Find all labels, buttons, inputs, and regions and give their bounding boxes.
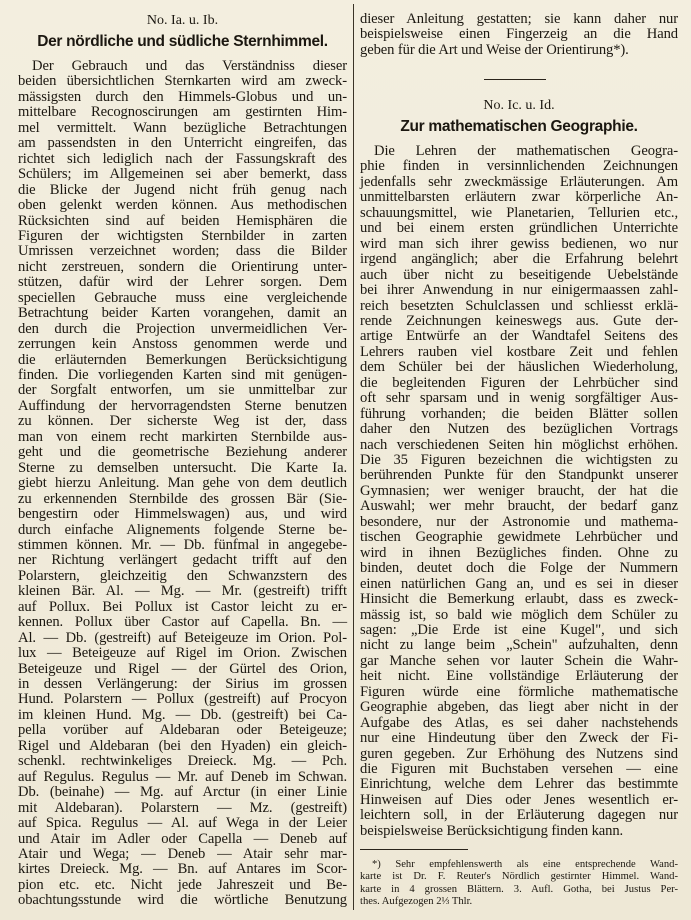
text-line: pion etc. etc. Nicht jede Jahreszeit und Be- xyxy=(18,876,347,893)
text-line: auf Regulus. Regulus — Mr. auf Deneb im Schwan. xyxy=(18,768,347,785)
text-line: zu erkennenden Sternbilde des grossen Bär (Sie- xyxy=(18,490,347,507)
text-line: daher den Nutzen des bezüglichen Vortrags xyxy=(360,421,678,438)
text-line: der Sorgfalt entworfen, um sie unmittelbar zur xyxy=(18,382,347,399)
text-line: gar Manche sehen vor lauter Schein die Wahr- xyxy=(360,652,678,669)
text-line: Db. (beinahe) — Mg. auf Arctur (in einer Linie xyxy=(18,784,347,801)
text-line: und Atair im Adler oder Capella — Deneb auf xyxy=(18,830,347,847)
text-line: kleinen Bär. Al. — Mg. — Mr. (gestreift) trifft xyxy=(18,583,347,600)
text-line: beispielsweise Berücksichtigung finden kann. xyxy=(360,822,624,839)
text-line: binden, deutet doch die Folge der Nummern xyxy=(360,560,678,577)
text-line: richtet sich lediglich nach der Fassungskraft des xyxy=(18,150,347,167)
text-line: Schülers; im Allgemeinen sei aber bemerkt, dass xyxy=(18,166,347,183)
text-line: Einrichtung, welche dem Lehrer das bestimmte xyxy=(360,776,678,793)
text-line: reich besetzten Schulclassen und schliesst erklä- xyxy=(360,297,678,314)
text-line: Rigel und Aldebaran (bei den Hyaden) ein gleich- xyxy=(18,737,347,754)
text-line: wird in ihnen Bezügliches finden. Ohne zu xyxy=(360,544,678,561)
text-line: mel vermittelt. Wann bezügliche Betrachtungen xyxy=(18,119,347,136)
text-line: stützen, dafür wird der Lehrer sorgen. Dem xyxy=(18,274,347,291)
footnote-line: karte ist Dr. F. Reuter's Nördlich gestirnter Himmel. Wand- xyxy=(360,871,678,883)
text-line: rende Zeichnungen keineswegs aus. Gute der- xyxy=(360,312,678,329)
text-line: Al. — Db. (gestreift) auf Beteigeuze im Orion. Pol- xyxy=(18,629,347,646)
section-number-heading-2: No. Ic. u. Id. xyxy=(483,98,555,113)
text-line: mit Aldebaran). Polarstern — Mz. (gestreift) xyxy=(18,799,347,816)
section-title-2: Zur mathematischen Geographie. xyxy=(400,118,638,135)
text-line: nicht zerstreuen, sondern die Orientirung unter- xyxy=(18,258,347,275)
text-line: Auffindung der hervorragendsten Sterne benutzen xyxy=(18,397,347,414)
text-line: heit nicht. Eine vollständige Erläuterung der xyxy=(360,668,678,685)
text-line: Lehrers rauben viel kostbare Zeit und fehlen xyxy=(360,343,678,360)
left-column xyxy=(18,0,347,920)
text-line: bei ihrer Anwendung in nur einigermaassen zahl- xyxy=(360,282,678,299)
text-line: Figuren würde eine förmliche mathematische xyxy=(360,683,678,700)
text-line: die begleitenden Figuren der Lehrbücher sind xyxy=(360,374,678,391)
text-line: ner Richtung verlängert gedacht trifft auf den xyxy=(18,552,347,569)
text-line: berührenden Punkte für den Standpunkt unserer xyxy=(360,467,678,484)
text-line: zu können. Der sicherste Weg ist der, dass xyxy=(18,413,347,430)
text-line: oft sehr sparsam und in wenig sorgfältiger Aus- xyxy=(360,390,678,407)
text-line: nicht zu lange beim „Schein" aufzuhalten, denn xyxy=(360,637,678,654)
text-line: man von einem recht markirten Sternbilde aus- xyxy=(18,428,347,445)
text-line: die Blicke der Jugend nicht früh genug nach xyxy=(18,181,347,198)
section-title: Der nördliche und südliche Sternhimmel. xyxy=(37,33,328,50)
text-line: durch einfache Alignements folgende Sterne be- xyxy=(18,521,347,538)
footnote-line: thes. Aufgezogen 2⅓ Thlr. xyxy=(360,895,473,907)
text-line: Auswahl; wer mehr braucht, der bedarf ganz xyxy=(360,498,678,515)
text-line: mittelbare Recognoscirungen am gestirnten Him- xyxy=(18,104,347,121)
footnote-line: karte in 4 grossen Blättern. 3. Aufl. Gotha, bei Justus Per- xyxy=(360,883,678,895)
text-line: Die Lehren der mathematischen Geogra- xyxy=(374,143,678,159)
text-line: sagen: „Die Erde ist eine Kugel", und sich xyxy=(360,621,678,638)
text-line: führung vorhanden; die beiden Blätter sollen xyxy=(360,405,678,422)
text-line: mässigsten durch den Himmels-Globus und un- xyxy=(18,88,347,105)
text-line: schauungsmittel, wie Planetarien, Tellurien etc., xyxy=(360,204,678,221)
right-column xyxy=(360,0,678,920)
text-line: Gymnasien; wer weniger braucht, der hat die xyxy=(360,482,678,499)
section-number-heading: No. Ia. u. Ib. xyxy=(146,13,219,28)
column-divider xyxy=(353,4,354,910)
text-line: zerrungen kein Anstoss genommen werde und xyxy=(18,336,347,353)
text-line: nur eine Hindeutung über den Zweck der Fi- xyxy=(360,730,678,747)
text-line: speciellen Gebrauche muss eine vergleichende xyxy=(18,289,347,306)
text-line: guren gegeben. Zur Erhöhung des Nutzens sind xyxy=(360,745,678,762)
text-line: Geographie abgeben, das liegt aber nicht in der xyxy=(360,699,678,716)
text-line: beiden übersichtlichen Sternkarten wird am zweck- xyxy=(18,73,347,90)
text-line: stimmen können. Mr. — Db. fünfmal in angegebe- xyxy=(18,536,347,553)
text-line: und bei einem ersten gründlichen Unterrichte xyxy=(360,220,678,237)
footnote-separator xyxy=(360,849,468,850)
text-line: die Figuren mit Buchstaben versehen — eine xyxy=(360,761,678,777)
text-line: Die 35 Figuren bezeichnen die wichtigsten zu xyxy=(360,452,678,468)
text-line: Hinsicht die Bemerkung erlaubt, dass es zweck- xyxy=(360,591,678,608)
text-line: pella vorüber auf Aldebaran oder Beteigeuze; xyxy=(18,722,347,739)
text-line: Hund. Polarstern — Pollux (gestreift) auf Procyon xyxy=(18,691,347,708)
text-line: jedenfalls sehr zweckmässige Erläuterungen. Am xyxy=(360,173,678,190)
text-line: Betrachtung beider Karten vorangehen, damit an xyxy=(18,305,347,322)
text-line: giebt hierzu Anleitung. Man gehe von dem deutlich xyxy=(18,475,347,492)
text-line: kennen. Pollux über Castor auf Capella. Bn. — xyxy=(18,614,347,631)
text-line: bengestirn oder Himmelswagen) aus, und wird xyxy=(18,506,347,523)
text-line: tischen Geographie gewidmete Lehrbücher und xyxy=(360,529,678,546)
text-line: auf Spica. Regulus — Al. auf Wega in der Leier xyxy=(18,815,347,832)
text-line: geht und die geometrische Beziehung anderer xyxy=(18,444,347,461)
text-line: artige Entwürfe an der Wandtafel Seitens des xyxy=(360,328,678,345)
text-line: mässig ist, so bald wie möglich dem Schüler zu xyxy=(360,606,678,623)
text-line: geben für die Art und Weise der Orientirung*). xyxy=(360,41,629,58)
text-line: dem Schüler bei der häuslichen Wiederholung, xyxy=(360,359,678,376)
text-line: Hinweisen auf Dies oder Jenes wesentlich er- xyxy=(360,791,678,808)
text-line: Figuren der wichtigsten Sternbilder in zarten xyxy=(18,227,347,244)
text-line: unmittelbarsten erläutern zwar körperliche An- xyxy=(360,189,678,206)
text-line: auf Pollux. Bei Pollux ist Castor leicht zu er- xyxy=(18,598,347,615)
text-line: schenkl. rechtwinkeliges Dreieck. Mg. — Pch. xyxy=(18,753,347,770)
text-line: kirtes Dreieck. Mg. — Bn. auf Antares im Scor- xyxy=(18,861,347,878)
text-line: Aufgabe des Atlas, es sei daher nachstehends xyxy=(360,714,678,731)
text-line: am passendsten in den Unterricht eingreifen, das xyxy=(18,135,347,152)
section-separator xyxy=(484,79,546,80)
text-line: Der Gebrauch und das Verständniss dieser xyxy=(32,58,347,74)
text-line: Sterne zu demselben untersucht. Die Karte Ia. xyxy=(18,459,347,476)
text-line: leichtern soll, in der Erläuterung dagegen nur xyxy=(360,807,678,824)
text-line: phie finden in versinnlichenden Zeichnungen xyxy=(360,158,678,175)
text-line: nach verschiedenen Seiten hin möglichst erhöhen. xyxy=(360,436,678,453)
text-line: den durch die Projection unvermeidlichen Ver- xyxy=(18,320,347,337)
text-line: Umrissen verzeichnet worden; dass die Bilder xyxy=(18,243,347,260)
text-line: oben gelenkt werden können. Aus methodischen xyxy=(18,197,347,214)
text-line: in dessen Verlängerung: der Sirius im grossen xyxy=(18,676,347,692)
text-line: die erläuternden Bemerkungen Berücksichtigung xyxy=(18,351,347,368)
text-line: Rücksichten sind auf beiden Hemisphären die xyxy=(18,212,347,229)
text-line: irgend angänglich; aber die Erfahrung belehrt xyxy=(360,251,678,268)
text-line: obachtungsstunde wird die wörtliche Benutzung xyxy=(18,892,347,909)
text-line: im kleinen Hund. Mg. — Db. (gestreift) bei Ca- xyxy=(18,706,347,723)
text-line: besondere, nur der Astronomie und mathema- xyxy=(360,513,678,530)
text-line: auch über nicht zu beseitigende Uebelstände xyxy=(360,266,678,283)
text-line: finden. Die vorliegenden Karten sind mit genügen- xyxy=(18,367,347,383)
text-line: lux — Beteigeuze auf Rigel im Orion. Zwischen xyxy=(18,645,347,662)
text-line: wird man sich ihrer gewiss bedienen, wo nur xyxy=(360,235,678,252)
text-line: einen natürlichen Gang an, und es sei in dieser xyxy=(360,575,678,592)
text-line: Atair und Wega; — Deneb — Atair sehr mar- xyxy=(18,845,347,862)
footnote-line: *) Sehr empfehlenswerth als eine entsprechende Wand- xyxy=(372,859,678,870)
text-line: beispielsweise einen Fingerzeig an die Hand xyxy=(360,26,678,43)
text-line: Polarstern, gleichzeitig den Schwanzstern des xyxy=(18,567,347,584)
text-line: Beteigeuze und Rigel — der Gürtel des Orion, xyxy=(18,660,347,677)
text-line: dieser Anleitung gestatten; sie kann daher nur xyxy=(360,11,678,27)
